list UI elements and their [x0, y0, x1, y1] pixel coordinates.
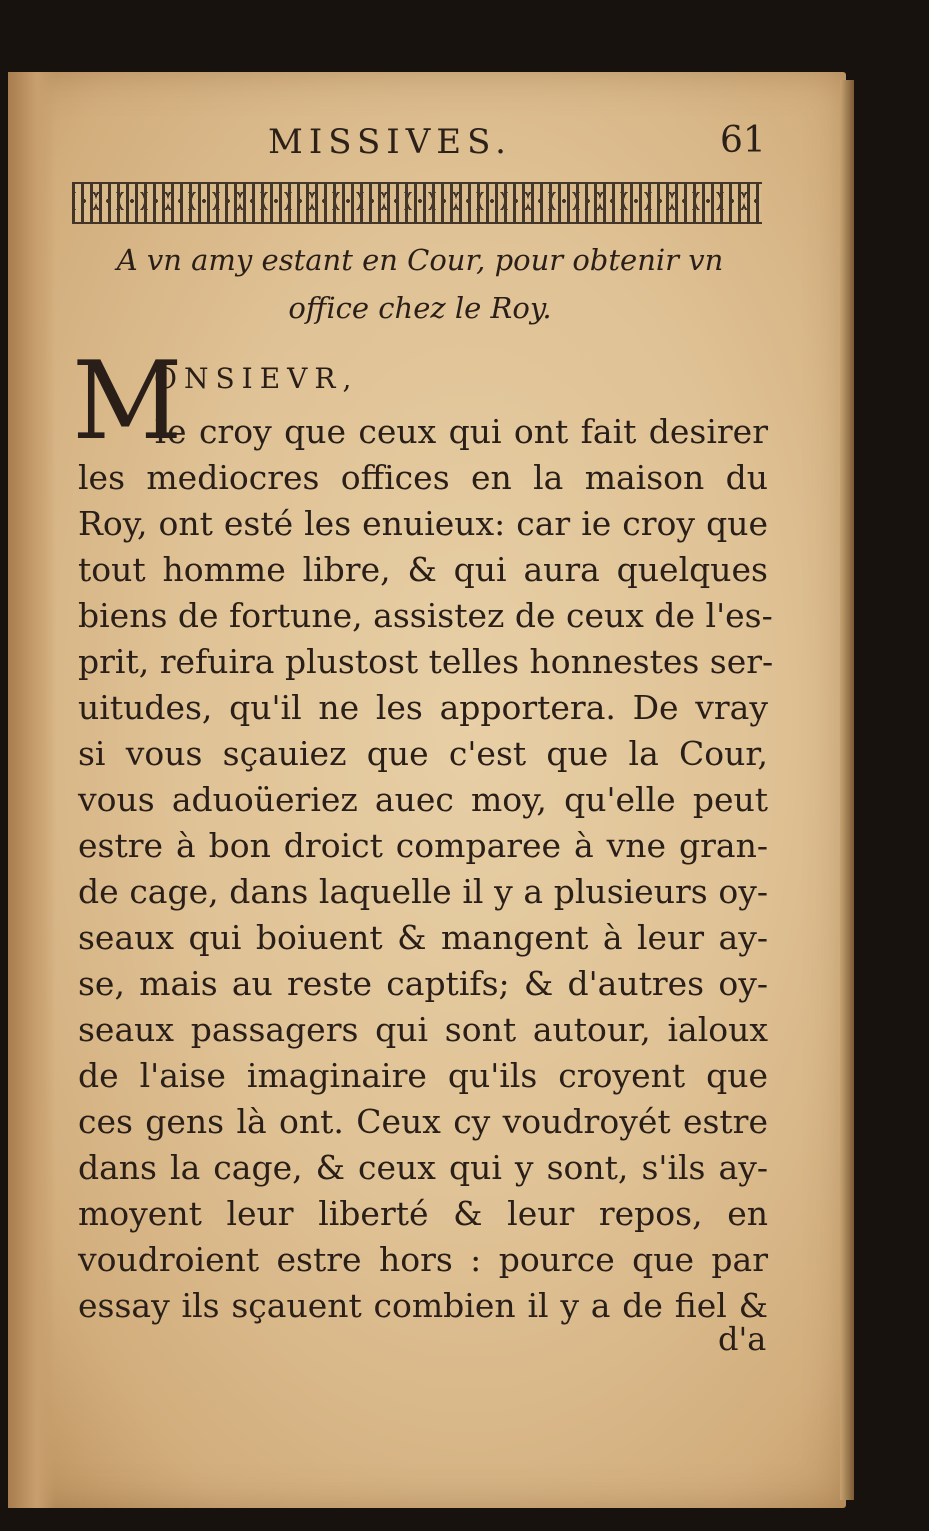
body-line: les mediocres offices en la maison du [78, 458, 768, 497]
body-line: voudroient estre hors : pource que par [78, 1240, 768, 1279]
heading-line: office chez le Roy. [288, 291, 552, 325]
salutation: ONSIEVR, [154, 362, 359, 395]
body-line: Ie croy que ceux qui ont fait desirer [154, 412, 768, 451]
body-line: moyent leur liberté & leur repos, en [78, 1194, 768, 1233]
body-line: prit, refuira plustost telles honnestes ser- [78, 642, 774, 681]
running-head: MISSIVES. [268, 122, 512, 162]
body-line: estre à bon droict comparee à vne gran- [78, 826, 768, 865]
page-number: 61 [720, 120, 766, 161]
catchword: d'a [718, 1320, 767, 1358]
body-line: tout homme libre, & qui aura quelques [78, 550, 768, 589]
body-line: essay ils sçauent combien il y a de fiel & [78, 1286, 768, 1325]
body-line: seaux passagers qui sont autour, ialoux [78, 1010, 768, 1049]
ornament-pattern [72, 192, 762, 210]
body-line: vous aduoüeriez auec moy, qu'elle peut [78, 780, 768, 819]
heading-line: A vn amy estant en Cour, pour obtenir vn [116, 243, 724, 277]
body-line: biens de fortune, assistez de ceux de l'es- [78, 596, 773, 635]
body-line: de l'aise imaginaire qu'ils croyent que [78, 1056, 768, 1095]
body-line: seaux qui boiuent & mangent à leur ay- [78, 918, 768, 957]
ornamental-rule [72, 182, 762, 224]
body-line: uitudes, qu'il ne les apportera. De vray [78, 688, 768, 727]
body-line: si vous sçauiez que c'est que la Cour, [78, 734, 768, 773]
body-line: Roy, ont esté les enuieux: car ie croy que [78, 504, 768, 543]
body-line: de cage, dans laquelle il y a plusieurs oy- [78, 872, 768, 911]
body-line: se, mais au reste captifs; & d'autres oy- [78, 964, 768, 1003]
body-line: ces gens là ont. Ceux cy voudroyét estre [78, 1102, 768, 1141]
body-line: dans la cage, & ceux qui y sont, s'ils ay- [78, 1148, 768, 1187]
letter-heading [80, 236, 760, 332]
drop-cap: M [72, 339, 183, 464]
